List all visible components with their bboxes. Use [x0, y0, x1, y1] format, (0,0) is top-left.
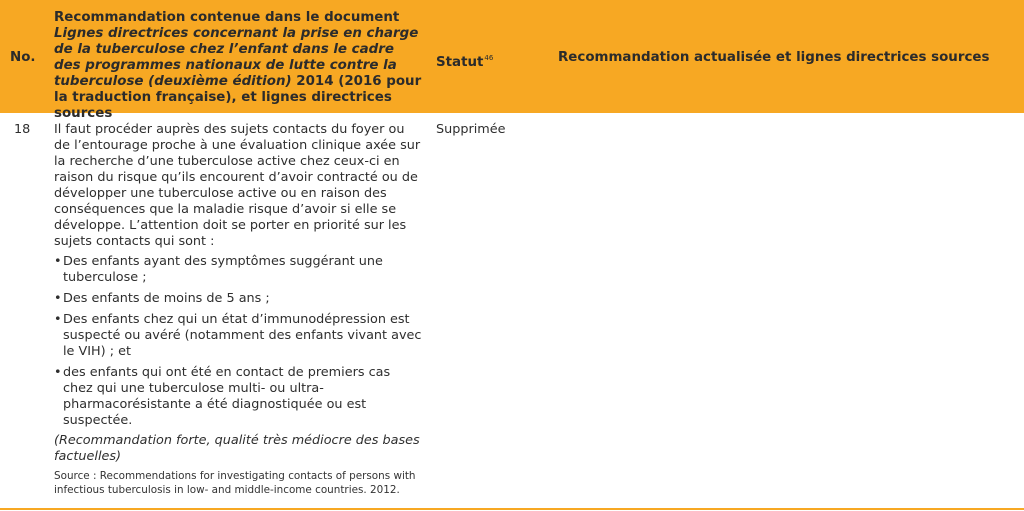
row-recommendation — [54, 122, 422, 497]
header-status — [436, 50, 493, 71]
header-status-footnote: 46 — [484, 54, 494, 62]
recommendation-intro: Il faut procéder auprès des sujets contacts du foyer ou de l’entourage proche à une évaluation clinique axée sur la recherche d’une tuberculose active chez ceux-ci en raison du risque qu’ils encourent d’avoir contracté ou de développer une tuberculose active ou en raison des conséquences que la maladie risque d’avoir si elle se développe. L’attention doit se porter en priorité sur les sujets contacts qui sont : — [54, 122, 421, 249]
header-recommendation-tail: 2014 (2016 pour la traduction française), et lignes directrices sources — [54, 74, 422, 121]
bullet-item: • Des enfants de moins de 5 ans ; — [54, 291, 422, 307]
header-no: No. — [10, 50, 36, 65]
bullet-item: • Des enfants chez qui un état d’immunodépression est suspecté ou avéré (notamment des enfants vivant avec le VIH) ; et — [54, 312, 422, 360]
header-updated-recommendation: Recommandation actualisée et lignes directrices sources — [558, 50, 990, 65]
header-status-label: Statut — [436, 55, 484, 70]
bullet-item: • Des enfants ayant des symptômes suggérant une tuberculose ; — [54, 254, 422, 286]
table-row — [0, 113, 1024, 509]
source-citation: Source : Recommendations for investigating contacts of persons with infectious tuberculosis in low- and middle-income countries. 2012. — [54, 470, 416, 496]
recommendation-strength-note: (Recommandation forte, qualité très médiocre des bases factuelles) — [54, 433, 420, 464]
bullet-item: • des enfants qui ont été en contact de premiers cas chez qui une tuberculose multi- ou ultra- pharmacorésistante a été diagnostiquée ou est suspectée. — [54, 365, 422, 429]
header-recommendation — [54, 10, 424, 122]
table-bottom-rule — [0, 508, 1024, 510]
row-status: Supprimée — [436, 122, 506, 137]
table-header — [0, 0, 1024, 121]
row-number: 18 — [14, 122, 31, 137]
header-recommendation-line1: Recommandation contenue dans le document — [54, 10, 400, 25]
header-recommendation-title: Lignes directrices concernant la prise en charge de la tuberculose chez l’enfant dans le cadre des programmes nationaux de lutte contre la tuberculose (deuxième édition) — [54, 26, 419, 89]
